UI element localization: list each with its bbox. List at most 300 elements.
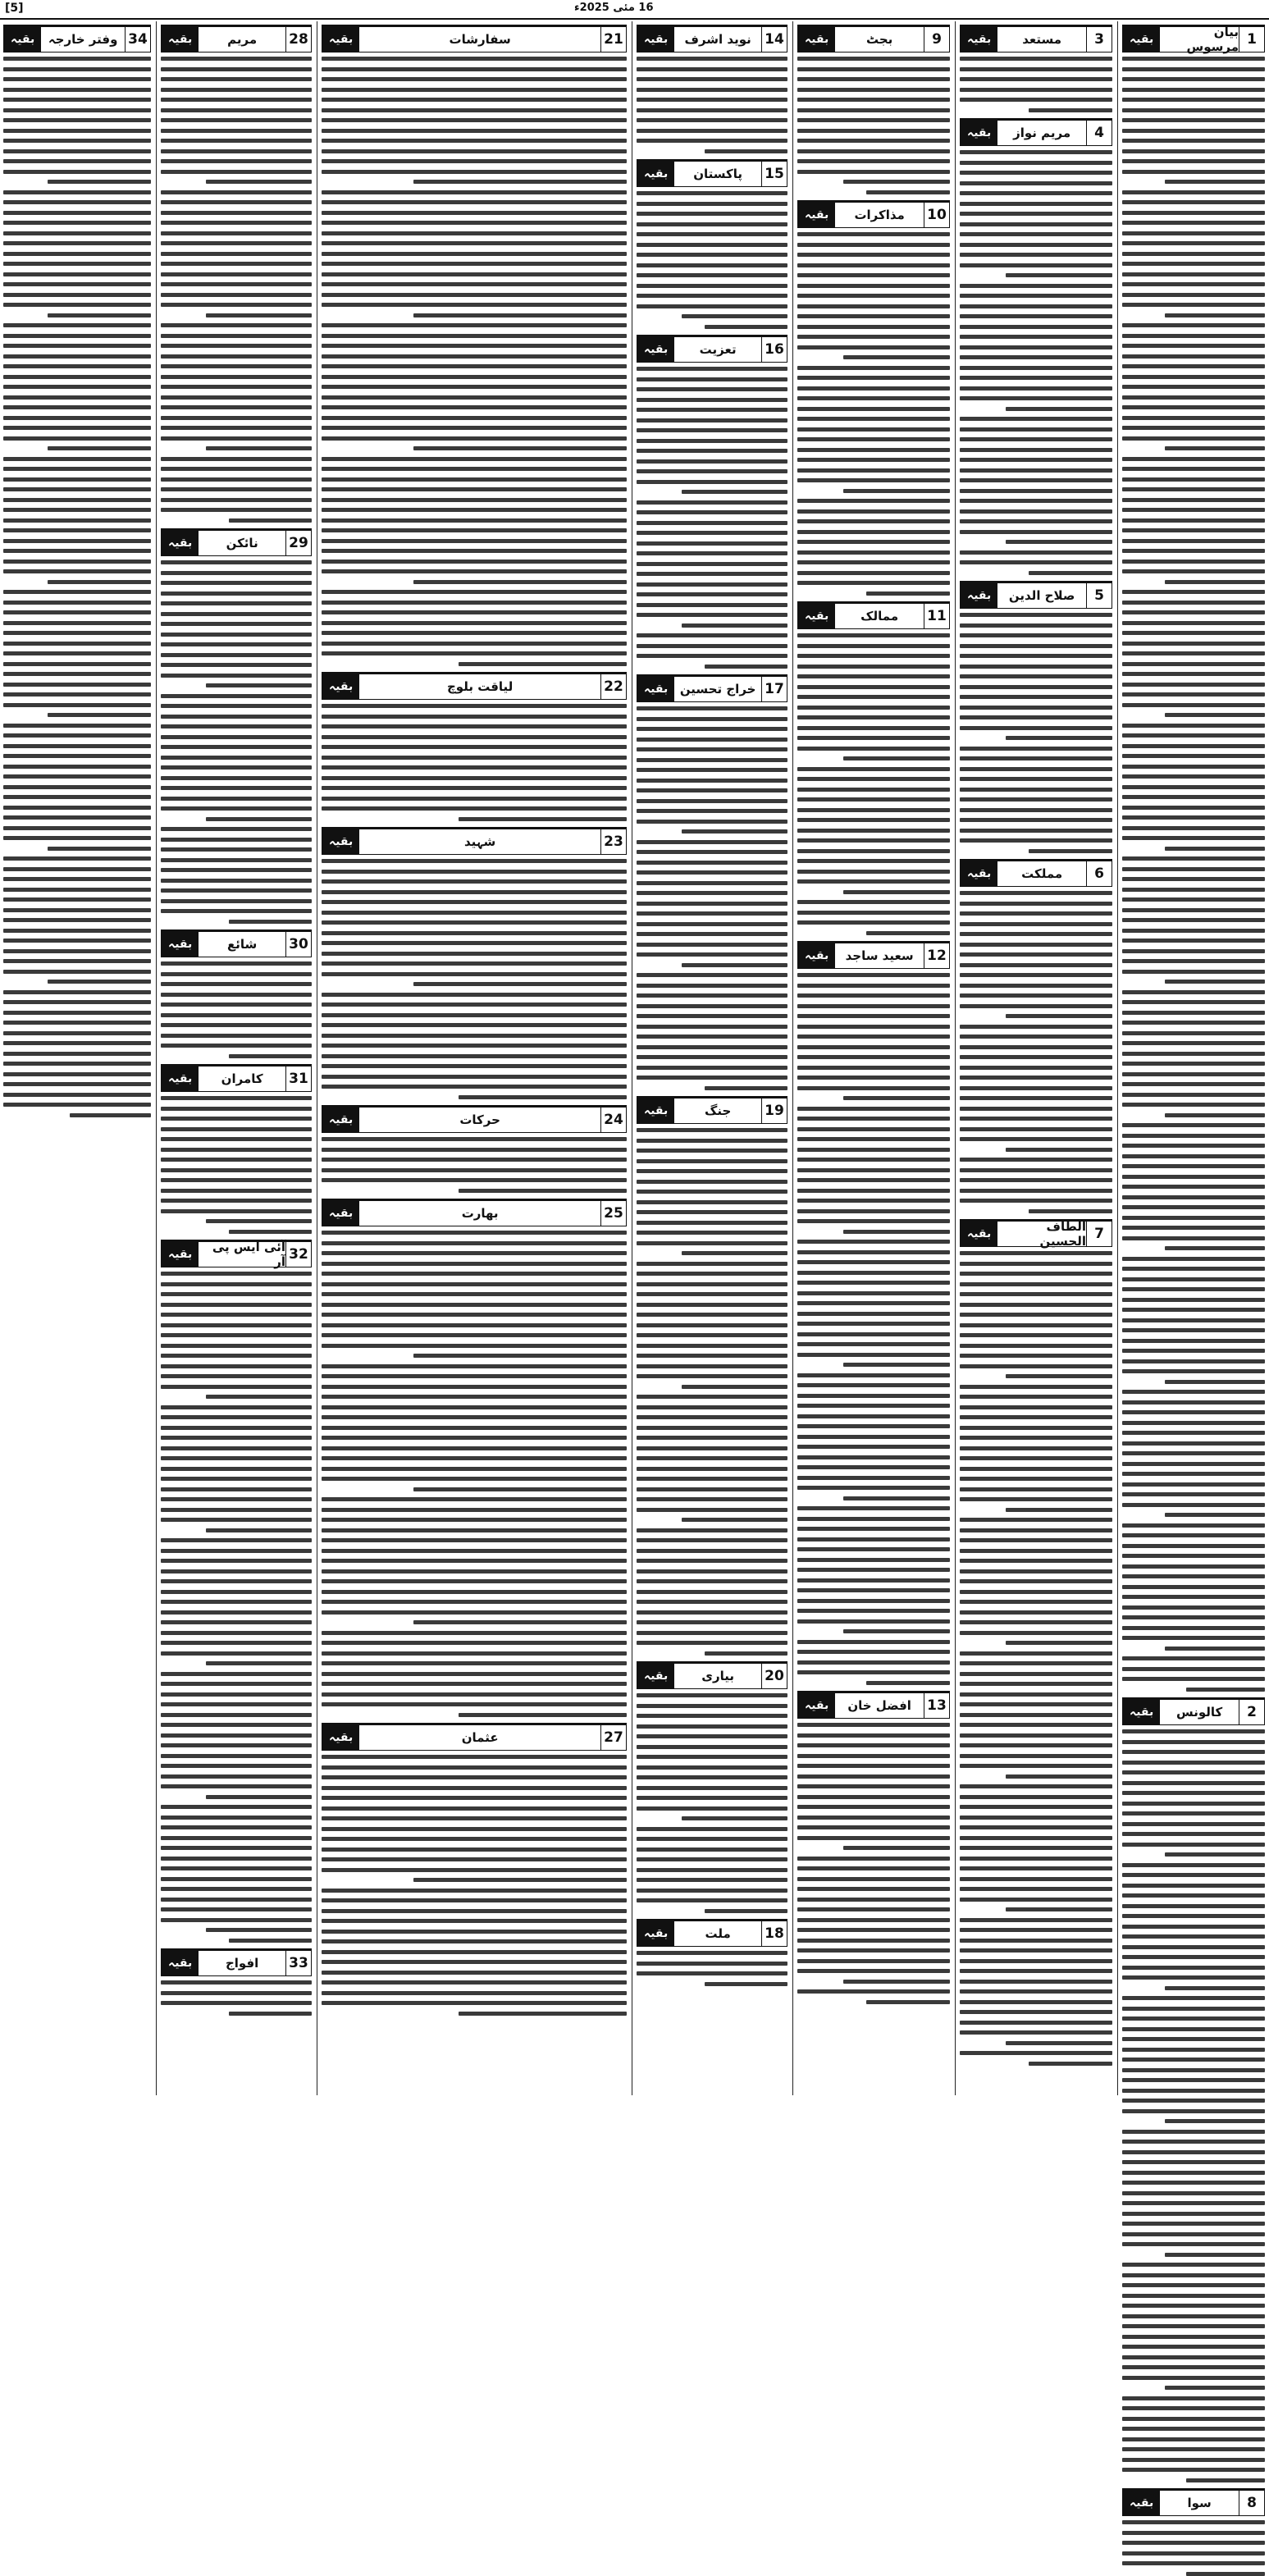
text-line xyxy=(3,108,151,112)
text-line xyxy=(3,221,151,225)
text-line xyxy=(161,1836,312,1840)
text-line xyxy=(960,366,1112,370)
text-line xyxy=(1165,446,1265,450)
text-line xyxy=(459,1713,627,1717)
text-line xyxy=(3,272,151,276)
text-line xyxy=(797,1281,950,1285)
text-line xyxy=(1165,980,1265,984)
text-line xyxy=(161,1877,312,1881)
text-line xyxy=(1122,642,1265,646)
continued-label: بقیہ xyxy=(637,337,674,362)
text-line xyxy=(637,1292,787,1296)
text-line xyxy=(161,1846,312,1850)
text-line xyxy=(960,952,1112,957)
text-line xyxy=(797,571,950,575)
text-line xyxy=(797,1877,950,1881)
article-title: مستعد xyxy=(1022,32,1062,47)
text-line xyxy=(797,118,950,122)
article-number: 9 xyxy=(924,27,949,52)
text-line xyxy=(161,1189,312,1193)
text-line xyxy=(960,911,1112,916)
text-line xyxy=(797,984,950,988)
text-line xyxy=(1186,1688,1265,1692)
text-line xyxy=(797,1148,950,1152)
text-line xyxy=(637,1456,787,1460)
text-line xyxy=(1122,1574,1265,1578)
text-line xyxy=(960,1518,1112,1522)
text-line xyxy=(1122,1893,1265,1898)
text-line xyxy=(1122,2222,1265,2226)
text-line xyxy=(3,508,151,512)
text-line xyxy=(960,1045,1112,1049)
text-line xyxy=(161,1003,312,1007)
text-line xyxy=(161,1702,312,1706)
text-line xyxy=(1122,662,1265,666)
article-heading xyxy=(797,943,950,969)
text-line xyxy=(1122,1000,1265,1004)
text-line xyxy=(866,190,950,194)
text-line xyxy=(161,1866,312,1870)
text-line xyxy=(637,222,787,226)
text-line xyxy=(161,129,312,133)
text-line xyxy=(1122,1082,1265,1086)
text-line xyxy=(797,509,950,514)
text-line xyxy=(960,1980,1112,1984)
text-line xyxy=(206,1795,312,1799)
text-line xyxy=(637,1262,787,1266)
article-number: 17 xyxy=(761,677,787,701)
text-line xyxy=(161,1692,312,1697)
text-line xyxy=(322,129,627,133)
text-line xyxy=(1122,1626,1265,1630)
text-line xyxy=(960,253,1112,257)
article-continuation xyxy=(1122,25,1265,1692)
text-line xyxy=(3,303,151,307)
text-line xyxy=(1122,2437,1265,2441)
text-line xyxy=(797,1599,950,1603)
article-heading xyxy=(637,1921,787,1947)
text-line xyxy=(637,706,787,710)
text-line xyxy=(161,1272,312,1276)
text-line xyxy=(637,1714,787,1718)
text-line xyxy=(322,1075,627,1079)
text-line xyxy=(322,1971,627,1975)
text-line xyxy=(3,88,151,92)
text-line xyxy=(3,293,151,297)
text-line xyxy=(322,560,627,564)
text-line xyxy=(161,1907,312,1911)
text-line xyxy=(161,827,312,831)
text-line xyxy=(161,899,312,903)
text-line xyxy=(960,212,1112,216)
text-line xyxy=(960,1713,1112,1717)
continued-label: بقیہ xyxy=(322,1108,359,1132)
text-line xyxy=(3,815,151,820)
text-line xyxy=(960,1784,1112,1788)
text-line xyxy=(161,1805,312,1809)
text-line xyxy=(1122,1031,1265,1035)
text-line xyxy=(637,1775,787,1779)
text-line xyxy=(960,1538,1112,1542)
text-line xyxy=(1122,1267,1265,1271)
text-line xyxy=(1122,2016,1265,2021)
text-line xyxy=(960,1199,1112,1203)
text-line xyxy=(1122,990,1265,994)
text-line xyxy=(322,1467,627,1471)
text-line xyxy=(960,1137,1112,1141)
article-title: سوا xyxy=(1187,2496,1212,2510)
article-number: 7 xyxy=(1086,1222,1112,1246)
text-line xyxy=(797,170,950,174)
text-line xyxy=(322,1775,627,1779)
text-line xyxy=(1122,569,1265,573)
article-continuation xyxy=(797,941,950,1685)
article-heading xyxy=(797,26,950,53)
text-line xyxy=(637,1837,787,1841)
text-line xyxy=(705,1651,787,1656)
text-line xyxy=(459,2012,627,2016)
text-line xyxy=(322,776,627,780)
text-line xyxy=(322,1898,627,1902)
text-line xyxy=(161,1117,312,1121)
text-line xyxy=(637,799,787,803)
text-line xyxy=(960,468,1112,473)
text-line xyxy=(682,623,787,628)
text-line xyxy=(960,1178,1112,1182)
text-line xyxy=(960,499,1112,503)
text-line xyxy=(161,1816,312,1820)
text-line xyxy=(1006,1148,1112,1152)
article-body-text xyxy=(322,1137,627,1193)
text-line xyxy=(3,692,151,697)
text-line xyxy=(1122,949,1265,953)
text-line xyxy=(960,818,1112,822)
text-line xyxy=(322,890,627,894)
text-line xyxy=(843,1980,950,1984)
text-line xyxy=(637,1857,787,1861)
text-line xyxy=(161,1178,312,1182)
text-line xyxy=(797,1609,950,1613)
text-line xyxy=(960,932,1112,936)
text-line xyxy=(1122,2324,1265,2328)
text-line xyxy=(797,325,950,329)
text-line xyxy=(322,1980,627,1985)
text-line xyxy=(797,1568,950,1572)
text-line xyxy=(161,1446,312,1450)
text-line xyxy=(322,231,627,235)
text-line xyxy=(637,727,787,731)
text-line xyxy=(960,1282,1112,1286)
text-line xyxy=(960,1189,1112,1193)
text-line xyxy=(322,1137,627,1141)
text-line xyxy=(1165,1647,1265,1651)
text-line xyxy=(1122,795,1265,799)
text-line xyxy=(797,829,950,833)
article-title: بھارت xyxy=(461,1206,499,1221)
text-line xyxy=(960,767,1112,771)
text-line xyxy=(637,1889,787,1893)
article-number: 10 xyxy=(924,203,949,227)
text-line xyxy=(843,489,950,493)
text-line xyxy=(637,820,787,824)
text-line xyxy=(1122,2531,1265,2535)
text-line xyxy=(637,993,787,998)
text-line xyxy=(797,1240,950,1244)
text-line xyxy=(161,560,312,564)
text-line xyxy=(960,325,1112,329)
text-line xyxy=(161,354,312,359)
article-heading xyxy=(322,1107,627,1133)
text-line xyxy=(637,1590,787,1594)
text-line xyxy=(1165,180,1265,184)
text-line xyxy=(960,808,1112,812)
text-line xyxy=(1122,149,1265,153)
text-line xyxy=(637,521,787,525)
text-line xyxy=(1122,1791,1265,1795)
text-line xyxy=(682,963,787,967)
text-line xyxy=(637,633,787,637)
text-line xyxy=(797,1373,950,1377)
text-line xyxy=(960,891,1112,895)
text-line xyxy=(3,77,151,81)
article-title: تعزیت xyxy=(699,342,737,357)
text-line xyxy=(1165,1986,1265,1990)
continued-label: بقیہ xyxy=(637,1921,674,1946)
text-line xyxy=(322,159,627,163)
text-line xyxy=(797,797,950,802)
text-line xyxy=(1122,1041,1265,1045)
text-line xyxy=(960,1764,1112,1768)
text-line xyxy=(3,601,151,605)
text-line xyxy=(1122,1390,1265,1394)
text-line xyxy=(637,202,787,206)
article-continuation xyxy=(161,528,312,924)
text-line xyxy=(161,1898,312,1902)
article-number: 34 xyxy=(125,27,150,52)
text-line xyxy=(960,1025,1112,1029)
text-line xyxy=(960,376,1112,380)
text-line xyxy=(1122,457,1265,461)
text-line xyxy=(960,314,1112,318)
text-line xyxy=(161,694,312,698)
text-line xyxy=(413,313,627,317)
text-line xyxy=(637,1693,787,1697)
text-line xyxy=(161,211,312,215)
text-line xyxy=(797,1723,950,1727)
text-line xyxy=(960,57,1112,61)
article-number: 1 xyxy=(1239,27,1264,52)
text-line xyxy=(797,685,950,689)
text-line xyxy=(161,1487,312,1491)
text-line xyxy=(960,2021,1112,2025)
text-line xyxy=(3,549,151,553)
text-line xyxy=(161,674,312,678)
text-line xyxy=(3,139,151,143)
article-body-text xyxy=(3,57,151,1117)
text-line xyxy=(161,487,312,491)
text-line xyxy=(322,426,627,430)
text-line xyxy=(1122,959,1265,963)
text-line xyxy=(161,1631,312,1635)
text-line xyxy=(960,1816,1112,1820)
text-line xyxy=(637,1128,787,1132)
text-line xyxy=(797,1527,950,1531)
text-line xyxy=(960,1631,1112,1635)
text-line xyxy=(797,747,950,751)
article-continuation xyxy=(960,859,1112,1213)
text-line xyxy=(161,1497,312,1501)
text-line xyxy=(322,1374,627,1378)
article-title: وفتر خارجہ xyxy=(48,32,118,47)
text-line xyxy=(322,1044,627,1048)
text-line xyxy=(960,1877,1112,1881)
text-line xyxy=(322,467,627,471)
text-line xyxy=(960,695,1112,699)
text-line xyxy=(960,1117,1112,1121)
text-line xyxy=(1122,108,1265,112)
continued-label: بقیہ xyxy=(322,1725,359,1750)
article-body-text xyxy=(1122,1729,1265,2482)
continued-label: بقیہ xyxy=(162,1066,199,1091)
text-line xyxy=(637,67,787,71)
text-line xyxy=(1122,518,1265,523)
text-line xyxy=(797,1660,950,1665)
article-continuation xyxy=(797,601,950,935)
text-line xyxy=(322,621,627,625)
text-line xyxy=(960,1733,1112,1738)
text-line xyxy=(3,806,151,810)
text-line xyxy=(1165,1246,1265,1250)
text-line xyxy=(322,735,627,739)
article-heading xyxy=(960,861,1112,887)
text-line xyxy=(161,1590,312,1594)
text-line xyxy=(322,211,627,215)
text-line xyxy=(960,1692,1112,1697)
text-line xyxy=(1122,1451,1265,1455)
text-line xyxy=(3,200,151,204)
text-line xyxy=(797,1959,950,1963)
text-line xyxy=(322,704,627,708)
text-line xyxy=(797,879,950,884)
text-line xyxy=(960,1158,1112,1162)
text-line xyxy=(322,1569,627,1573)
text-line xyxy=(1122,1236,1265,1240)
text-line xyxy=(322,1939,627,1943)
text-line xyxy=(3,785,151,789)
text-line xyxy=(960,191,1112,195)
text-line xyxy=(1122,1339,1265,1343)
text-line xyxy=(960,1107,1112,1111)
text-line xyxy=(682,314,787,318)
text-line xyxy=(843,1629,950,1633)
text-line xyxy=(637,398,787,402)
article-number: 21 xyxy=(600,27,626,52)
article-heading xyxy=(797,1692,950,1719)
article-number: 5 xyxy=(1086,583,1112,608)
text-line xyxy=(161,724,312,728)
text-line xyxy=(459,1095,627,1099)
text-line xyxy=(322,477,627,482)
text-line xyxy=(322,601,627,605)
text-line xyxy=(797,1733,950,1738)
text-line xyxy=(1122,1945,1265,1949)
text-line xyxy=(866,1681,950,1685)
text-line xyxy=(1122,1328,1265,1332)
text-line xyxy=(797,1989,950,1994)
text-line xyxy=(1122,2160,1265,2164)
text-line xyxy=(322,651,627,655)
text-line xyxy=(1122,856,1265,861)
text-line xyxy=(1122,190,1265,194)
text-line xyxy=(322,1610,627,1615)
text-line xyxy=(960,519,1112,523)
text-line xyxy=(1006,2041,1112,2045)
text-line xyxy=(161,756,312,760)
text-line xyxy=(1122,262,1265,266)
article-body-text xyxy=(960,891,1112,1213)
text-line xyxy=(322,972,627,976)
text-line xyxy=(3,642,151,646)
text-line xyxy=(161,252,312,256)
text-line xyxy=(960,284,1112,288)
text-line xyxy=(960,478,1112,482)
text-line xyxy=(960,1096,1112,1100)
text-line xyxy=(797,294,950,298)
text-line xyxy=(161,334,312,338)
text-line xyxy=(1122,1966,1265,1970)
text-line xyxy=(1122,1472,1265,1476)
text-line xyxy=(637,1549,787,1553)
text-line xyxy=(322,1456,627,1460)
text-line xyxy=(48,313,151,317)
text-line xyxy=(705,1086,787,1090)
text-line xyxy=(161,571,312,575)
text-line xyxy=(1122,272,1265,276)
text-line xyxy=(322,457,627,461)
text-line xyxy=(161,633,312,637)
text-line xyxy=(797,284,950,288)
text-line xyxy=(960,922,1112,926)
text-line xyxy=(322,139,627,143)
text-line xyxy=(960,726,1112,730)
text-line xyxy=(960,1672,1112,1676)
text-line xyxy=(3,724,151,728)
text-line xyxy=(3,1052,151,1056)
text-line xyxy=(960,263,1112,267)
text-line xyxy=(322,1508,627,1512)
text-line xyxy=(1122,139,1265,143)
text-line xyxy=(161,601,312,605)
text-line xyxy=(3,1103,151,1107)
text-line xyxy=(866,591,950,596)
continued-label: بقیہ xyxy=(637,1098,674,1123)
text-line xyxy=(797,88,950,92)
continued-label: بقیہ xyxy=(961,583,997,608)
text-line xyxy=(797,417,950,421)
text-line xyxy=(322,344,627,348)
text-line xyxy=(161,1467,312,1471)
text-line xyxy=(797,345,950,349)
text-line xyxy=(843,1363,950,1367)
text-line xyxy=(797,859,950,863)
text-line xyxy=(797,1055,950,1059)
text-line xyxy=(797,1291,950,1295)
text-line xyxy=(322,1303,627,1307)
text-line xyxy=(960,1436,1112,1440)
text-line xyxy=(1122,2212,1265,2216)
text-line xyxy=(866,931,950,935)
text-line xyxy=(322,1528,627,1532)
